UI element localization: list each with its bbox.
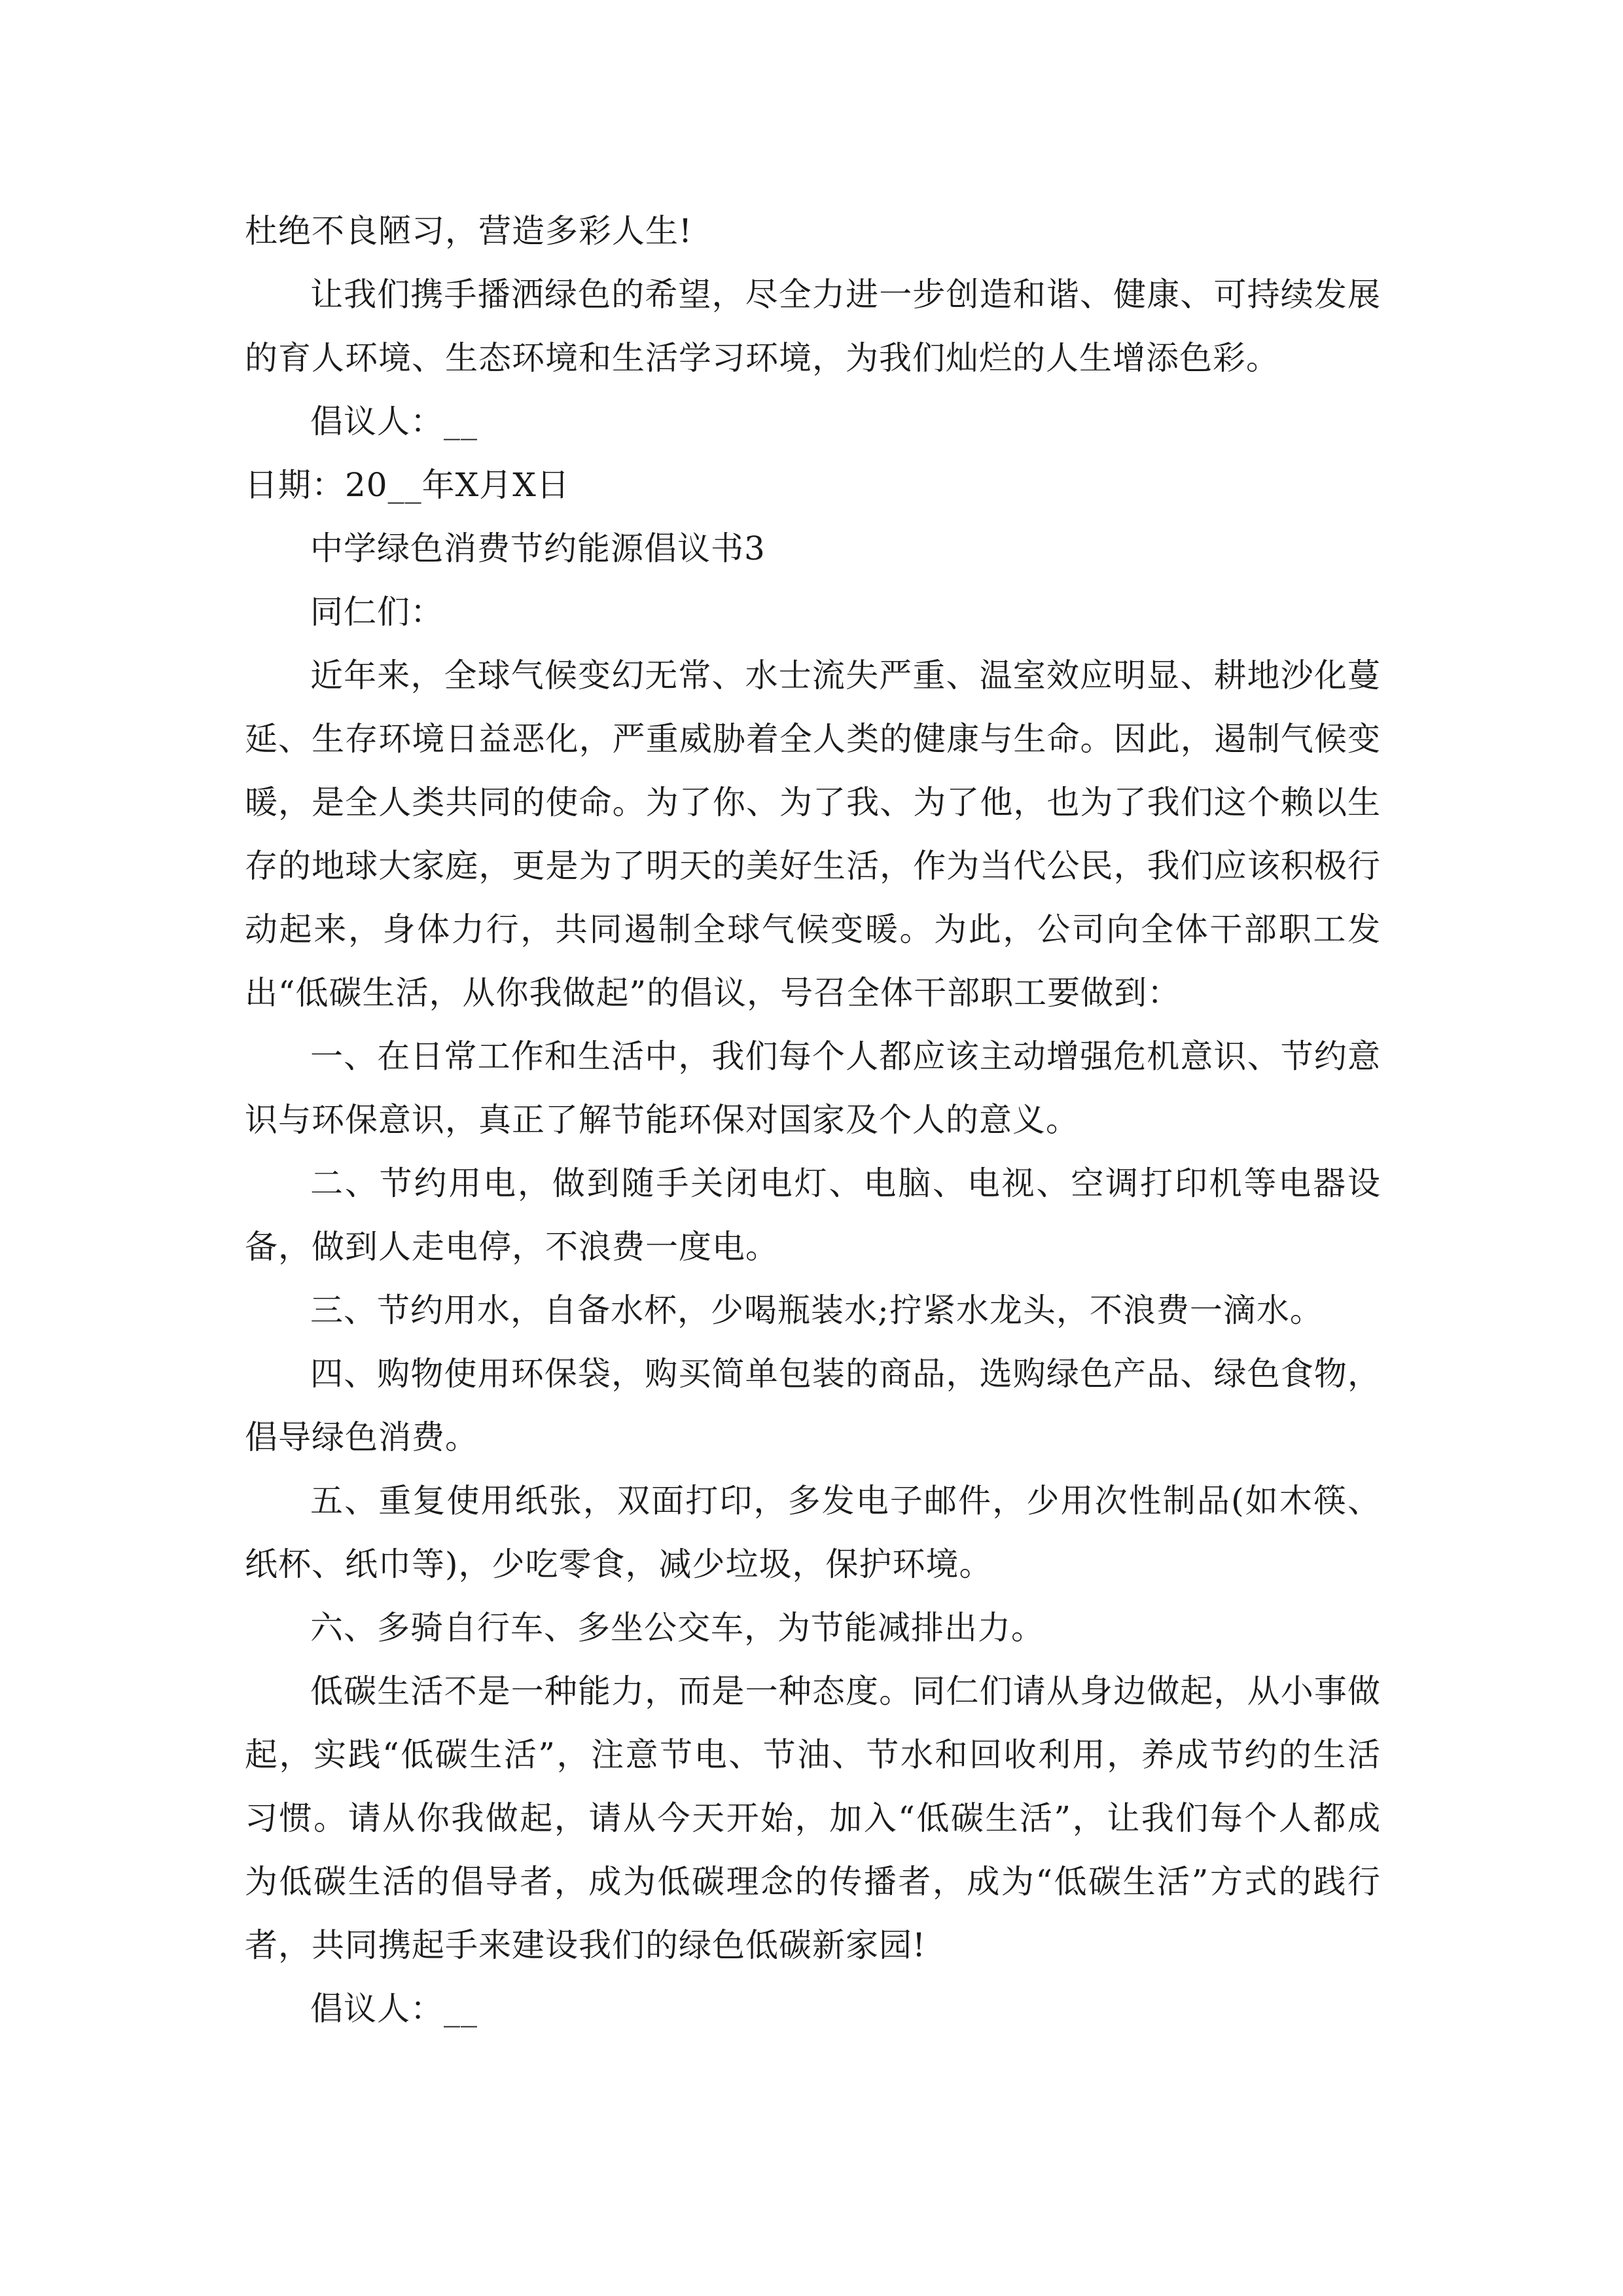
list-item-5: 五、重复使用纸张，双面打印，多发电子邮件，少用次性制品(如木筷、纸杯、纸巾等)，少吃零食，减少垃圾，保护环境。 [245, 1482, 1381, 1583]
proposer-line-2: 倡议人：__ [310, 1990, 478, 2028]
document-body [245, 200, 1381, 2041]
date-line: 日期：20__年X月X日 [245, 466, 570, 504]
list-item-6: 六、多骑自行车、多坐公交车，为节能减排出力。 [310, 1609, 1044, 1647]
paragraph-conclusion: 低碳生活不是一种能力，而是一种态度。同仁们请从身边做起，从小事做起，实践“低碳生活”，注意节电、节油、节水和回收利用，养成节约的生活习惯。请从你我做起，请从今天开始，加入“低碳生活”，让我们每个人都成为低碳生活的倡导者，成为低碳理念的传播者，成为“低碳生活”方式的践行者，共同携起手来建设我们的绿色低碳新家园! [245, 1672, 1381, 1964]
list-item-1: 一、在日常工作和生活中，我们每个人都应该主动增强危机意识、节约意识与环保意识，真正了解节能环保对国家及个人的意义。 [245, 1037, 1381, 1139]
paragraph-continuation: 杜绝不良陋习，营造多彩人生! [245, 212, 693, 250]
list-item-2: 二、节约用电，做到随手关闭电灯、电脑、电视、空调打印机等电器设备，做到人走电停，不浪费一度电。 [245, 1164, 1381, 1266]
paragraph-closing-appeal: 让我们携手播洒绿色的希望，尽全力进一步创造和谐、健康、可持续发展的育人环境、生态环境和生活学习环境，为我们灿烂的人生增添色彩。 [245, 276, 1381, 377]
proposer-line: 倡议人：__ [310, 403, 478, 440]
list-item-4: 四、购物使用环保袋，购买简单包装的商品，选购绿色产品、绿色食物，倡导绿色消费。 [245, 1355, 1381, 1456]
paragraph-intro: 近年来，全球气候变幻无常、水士流失严重、温室效应明显、耕地沙化蔓延、生存环境日益恶化，严重威胁着全人类的健康与生命。因此，遏制气候变暖，是全人类共同的使命。为了你、为了我、为了他，也为了我们这个赖以生存的地球大家庭，更是为了明天的美好生活，作为当代公民，我们应该积极行动起来，身体力行，共同遏制全球气候变暖。为此，公司向全体干部职工发出“低碳生活，从你我做起”的倡议，号召全体干部职工要做到： [245, 656, 1381, 1012]
list-item-3: 三、节约用水，自备水杯，少喝瓶装水;拧紧水龙头，不浪费一滴水。 [310, 1291, 1323, 1329]
salutation: 同仁们： [310, 593, 444, 631]
section-title: 中学绿色消费节约能源倡议书3 [310, 529, 766, 567]
